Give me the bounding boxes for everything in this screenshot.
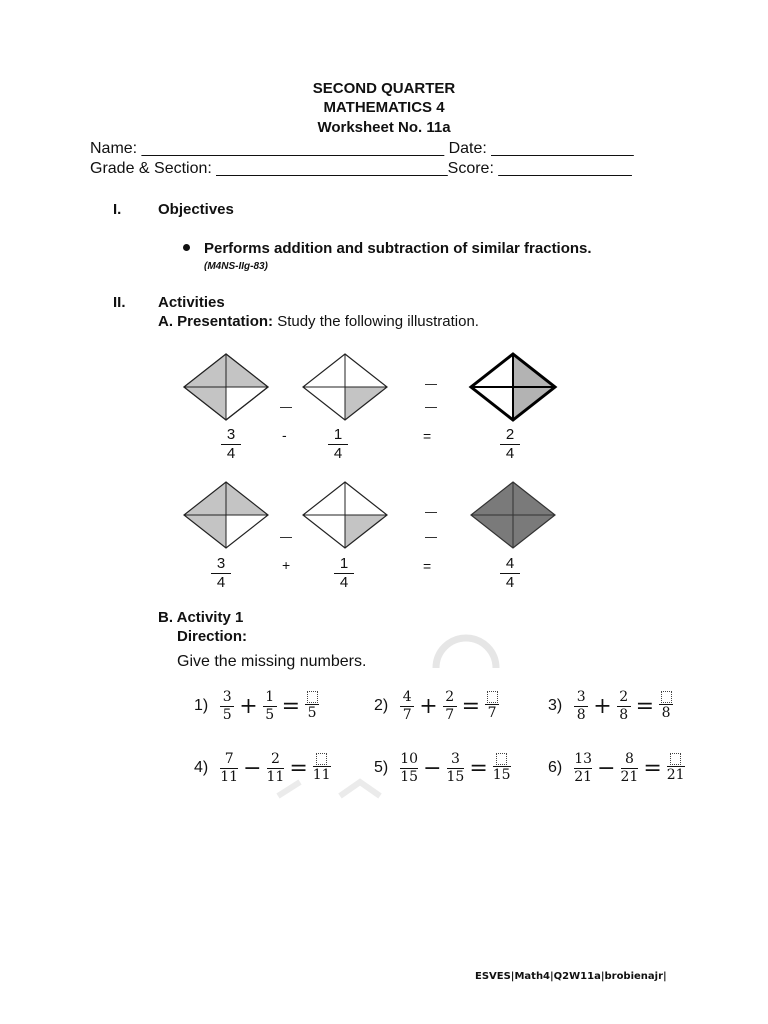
numerator: 2 [270,750,280,767]
objective-text: Performs addition and subtraction of similar fractions. [204,240,592,257]
denominator: 11 [312,767,331,783]
diamond-two-fourths-result [471,354,555,420]
exercise-item [194,748,333,788]
exercise-number: 2) [374,697,389,714]
exercise-number: 3) [548,697,563,714]
second-fraction [447,752,465,785]
first-fraction [400,690,414,723]
denominator: 21 [666,767,685,783]
activity-instruction: Give the missing numbers. [177,653,367,670]
answer-fraction[interactable] [667,753,685,783]
worksheet-subject-title: MATHEMATICS 4 [323,99,445,116]
numerator: 7 [224,750,234,767]
row1-equals: = [423,428,432,444]
denominator: 8 [576,706,586,723]
second-fraction [263,690,277,723]
denominator: 8 [619,706,629,723]
second-fraction [621,752,639,785]
dash-mark [280,407,292,408]
answer-blank-box[interactable] [487,691,498,703]
objective-code: (M4NS-IIg-83) [204,261,268,272]
equals-sign: = [469,755,488,781]
operator-sign: − [423,755,442,781]
section-1-numeral: I. [113,201,122,218]
presentation-text: Study the following illustration. [273,313,479,330]
answer-blank-box[interactable] [307,691,318,703]
answer-blank-box[interactable] [670,753,681,765]
numerator: 3 [576,688,586,705]
denominator: 15 [446,768,465,785]
presentation-label: A. Presentation: [158,313,274,330]
exercise-number: 1) [194,697,209,714]
worksheet-number-title: Worksheet No. 11a [317,119,451,136]
operator-sign: + [419,693,438,719]
first-fraction [220,690,234,723]
worksheet-quarter-title: SECOND QUARTER [312,80,456,97]
numerator: 2 [445,688,455,705]
activities-heading: Activities [158,294,225,311]
exercise-number: 6) [548,759,563,776]
name-date-row: Name: __________________________________ Date: ________________ [90,140,634,157]
denominator: 5 [265,706,275,723]
diamond-three-fourths-row1 [184,354,268,420]
equals-sign: = [643,755,662,781]
answer-fraction[interactable] [493,753,511,783]
grade-score-row: Grade & Section: __________________________Score: _______________ [90,160,632,177]
equals-sign: = [461,693,481,719]
denominator: 11 [220,768,239,785]
diamond-four-fourths-result [471,482,555,548]
row2-fraction-a: 3 4 [209,556,233,590]
denominator: 15 [400,768,419,785]
exercise-item [374,748,513,788]
denominator: 8 [661,705,671,721]
exercise-item [548,686,675,726]
numerator: 8 [624,750,634,767]
denominator: 21 [574,768,593,785]
watermark-arc [436,638,496,668]
denominator: 21 [620,768,639,785]
direction-label: Direction: [177,628,248,645]
section-2-numeral: II. [113,294,126,311]
answer-fraction[interactable] [313,753,331,783]
first-fraction [574,690,588,723]
second-fraction [617,690,631,723]
answer-fraction[interactable] [485,691,499,721]
denominator: 7 [487,705,497,721]
diamond-one-fourth-row1 [303,354,387,420]
equals-sign: = [635,693,655,719]
first-fraction [574,752,592,785]
numerator: 3 [450,750,460,767]
footer-code: ESVES|Math4|Q2W11a|brobienajr| [475,971,667,982]
first-fraction [400,752,418,785]
equals-sign: = [289,755,308,781]
row2-operator: + [282,557,291,573]
answer-fraction[interactable] [659,691,673,721]
numerator: 10 [400,750,419,767]
dash-mark [425,384,437,385]
row1-fraction-result: 2 4 [498,427,522,461]
denominator: 5 [307,705,317,721]
dash-mark [425,407,437,408]
answer-blank-box[interactable] [496,753,507,765]
dash-mark [425,512,437,513]
operator-sign: − [597,755,616,781]
answer-fraction[interactable] [305,691,319,721]
diamond-one-fourth-row2 [303,482,387,548]
second-fraction [443,690,457,723]
equals-sign: = [281,693,301,719]
operator-sign: − [243,755,262,781]
diamond-three-fourths-row2 [184,482,268,548]
operator-sign: + [239,693,258,719]
row2-fraction-b: 1 4 [332,556,356,590]
first-fraction [220,752,238,785]
exercise-number: 4) [194,759,209,776]
answer-blank-box[interactable] [316,753,327,765]
operator-sign: + [593,693,612,719]
denominator: 7 [402,706,412,723]
numerator: 3 [222,688,232,705]
exercise-item [548,748,687,788]
numerator: 13 [574,750,593,767]
activity-label: B. Activity 1 [158,609,244,626]
dash-mark [280,537,292,538]
dash-mark [425,537,437,538]
exercise-item [374,686,501,726]
exercise-item [194,686,321,726]
numerator: 2 [619,688,629,705]
row1-fraction-a: 3 4 [219,427,243,461]
objectives-heading: Objectives [158,201,234,218]
denominator: 11 [266,768,285,785]
numerator: 1 [265,688,275,705]
row1-operator: - [282,427,287,443]
row1-fraction-b: 1 4 [326,427,350,461]
exercise-number: 5) [374,759,389,776]
second-fraction [267,752,285,785]
row2-equals: = [423,558,432,574]
answer-blank-box[interactable] [661,691,672,703]
denominator: 15 [492,767,511,783]
denominator: 5 [222,706,232,723]
denominator: 7 [445,706,455,723]
row2-fraction-result: 4 4 [498,556,522,590]
numerator: 4 [402,688,412,705]
